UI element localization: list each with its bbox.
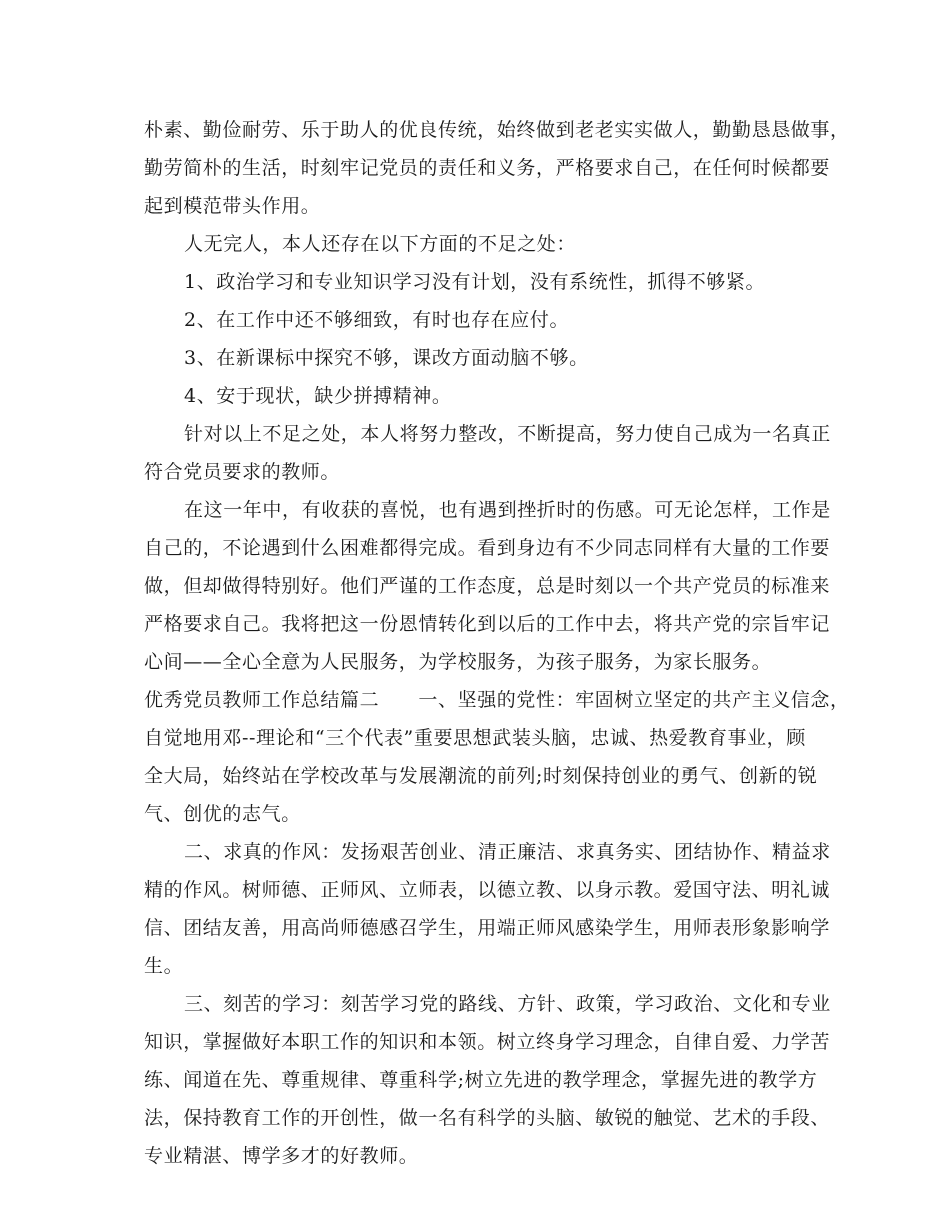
text-line: 生。 (144, 955, 184, 977)
text-line: 4、安于现状，缺少拼搏精神。 (184, 385, 452, 407)
text-line: 符合党员要求的教师。 (144, 461, 341, 483)
text-line: 信、团结友善，用高尚师德感召学生，用端正师风感染学生，用师表形象影响学 (144, 917, 831, 939)
text-line: 二、求真的作风：发扬艰苦创业、清正廉洁、求真务实、团结协作、精益求 (184, 841, 831, 863)
text-line: 针对以上不足之处，本人将努力整改，不断提高，努力使自己成为一名真正 (184, 423, 831, 445)
text-line: 朴素、勤俭耐劳、乐于助人的优良传统，始终做到老老实实做人，勤勤恳恳做事， (144, 119, 850, 141)
text-line: 练、闻道在先、尊重规律、尊重科学;树立先进的教学理念，掌握先进的教学方 (144, 1069, 818, 1091)
text-line: 严格要求自己。我将把这一份恩情转化到以后的工作中去，将共产党的宗旨牢记 (144, 613, 831, 635)
text-line: 法，保持教育工作的开创性，做一名有科学的头脑、敏锐的触觉、艺术的手段、 (144, 1107, 831, 1129)
text-line: 3、在新课标中探究不够，课改方面动脑不够。 (184, 347, 589, 369)
text-line: 自己的，不论遇到什么困难都得完成。看到身边有不少同志同样有大量的工作要 (144, 537, 831, 559)
text-line: 做，但却做得特别好。他们严谨的工作态度，总是时刻以一个共产党员的标准来 (144, 575, 831, 597)
text-line: 心间——全心全意为人民服务，为学校服务，为孩子服务，为家长服务。 (144, 651, 772, 673)
text-line: 在这一年中，有收获的喜悦，也有遇到挫折时的伤感。可无论怎样，工作是 (184, 499, 831, 521)
text-line: 优秀党员教师工作总结篇二 一、坚强的党性：牢固树立坚定的共产主义信念， (144, 689, 850, 711)
text-line: 人无完人，本人还存在以下方面的不足之处： (184, 233, 577, 255)
text-line: 自觉地用邓--理论和“三个代表”重要思想武装头脑，忠诚、热爱教育事业，顾 (144, 727, 806, 749)
text-line: 精的作风。树师德、正师风、立师表，以德立教、以身示教。爱国守法、明礼诚 (144, 879, 831, 901)
text-line: 气、创优的志气。 (144, 803, 301, 825)
text-line: 知识，掌握做好本职工作的知识和本领。树立终身学习理念，自律自爱、力学苦 (144, 1031, 831, 1053)
text-line: 1、政治学习和专业知识学习没有计划，没有系统性，抓得不够紧。 (184, 271, 766, 293)
text-line: 专业精湛、博学多才的好教师。 (144, 1145, 419, 1167)
text-line: 全大局，始终站在学校改革与发展潮流的前列;时刻保持创业的勇气、创新的锐 (144, 765, 818, 787)
text-line: 起到模范带头作用。 (144, 195, 321, 217)
text-line: 勤劳简朴的生活，时刻牢记党员的责任和义务，严格要求自己，在任何时候都要 (144, 157, 831, 179)
text-line: 三、刻苦的学习：刻苦学习党的路线、方针、政策，学习政治、文化和专业 (184, 993, 831, 1015)
text-line: 2、在工作中还不够细致，有时也存在应付。 (184, 309, 570, 331)
